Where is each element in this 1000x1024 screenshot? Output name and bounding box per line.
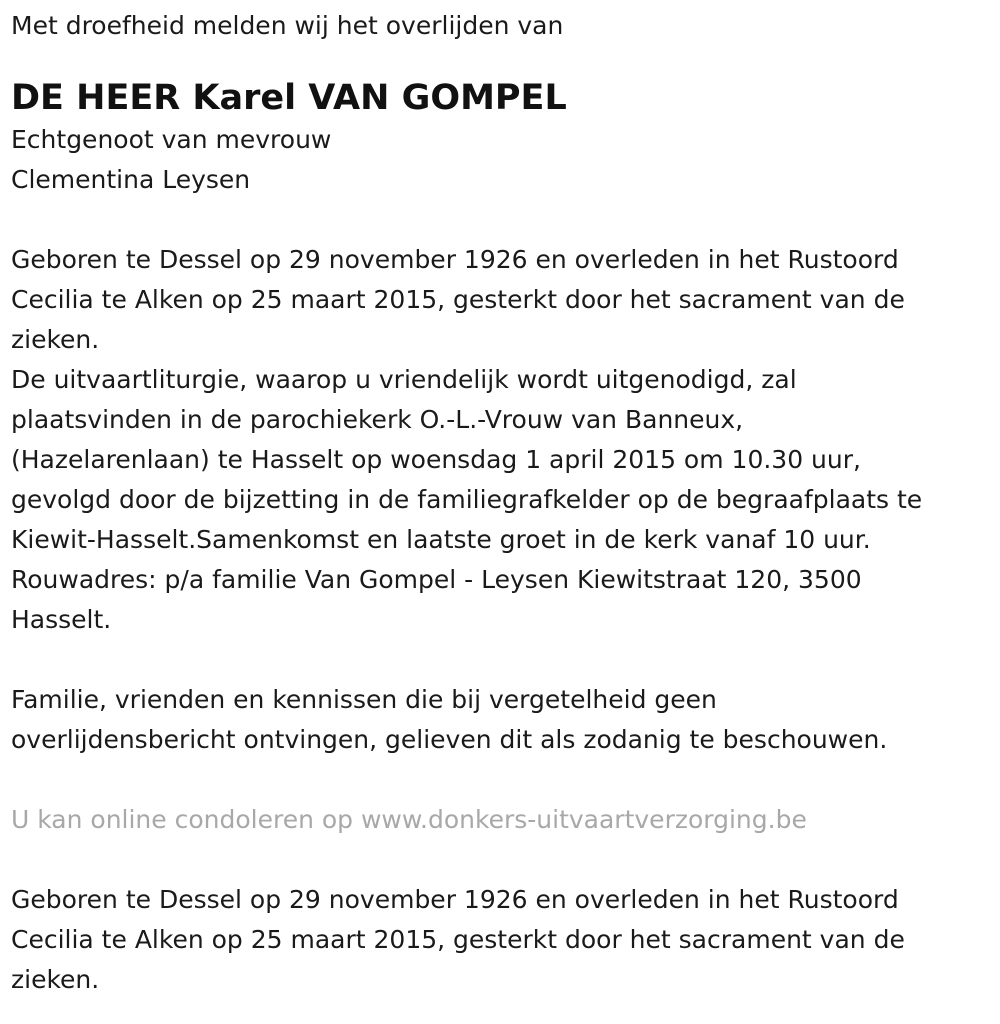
birth-death-line: Cecilia te Alken op 25 maart 2015, gesterkt door het sacrament van de	[11, 285, 905, 314]
funeral-line: Hasselt.	[11, 605, 112, 634]
spacer	[11, 640, 1000, 680]
birth-death-block	[11, 240, 1000, 360]
family-line: Familie, vrienden en kennissen die bij vergetelheid geen	[11, 685, 717, 714]
funeral-line: plaatsvinden in de parochiekerk O.-L.-Vrouw van Banneux,	[11, 405, 744, 434]
spacer	[11, 760, 1000, 800]
spacer	[11, 840, 1000, 880]
funeral-line: Rouwadres: p/a familie Van Gompel - Leysen Kiewitstraat 120, 3500	[11, 565, 862, 594]
deceased-name: DE HEER Karel VAN GOMPEL	[11, 78, 567, 118]
spouse-line: Echtgenoot van mevrouw	[11, 125, 332, 154]
repeat-line: Geboren te Dessel op 29 november 1926 en overleden in het Rustoord	[11, 885, 899, 914]
funeral-line: gevolgd door de bijzetting in de familiegrafkelder op de begraafplaats te	[11, 485, 923, 514]
intro-text: Met droefheid melden wij het overlijden van	[11, 11, 564, 40]
spouse-block	[11, 120, 1000, 200]
spouse-line: Clementina Leysen	[11, 165, 251, 194]
repeat-line: zieken.	[11, 965, 100, 994]
spacer	[11, 200, 1000, 240]
birth-death-line: Geboren te Dessel op 29 november 1926 en overleden in het Rustoord	[11, 245, 899, 274]
repeat-birth-death-block	[11, 880, 1000, 1000]
funeral-line: (Hazelarenlaan) te Hasselt op woensdag 1 april 2015 om 10.30 uur,	[11, 445, 861, 474]
family-block	[11, 680, 1000, 760]
repeat-line: Cecilia te Alken op 25 maart 2015, gesterkt door het sacrament van de	[11, 925, 905, 954]
condolence-text: U kan online condoleren op www.donkers-uitvaartverzorging.be	[11, 805, 807, 834]
funeral-line: De uitvaartliturgie, waarop u vriendelijk wordt uitgenodigd, zal	[11, 365, 797, 394]
funeral-block	[11, 360, 1000, 640]
funeral-line: Kiewit-Hasselt.Samenkomst en laatste groet in de kerk vanaf 10 uur.	[11, 525, 871, 554]
birth-death-line: zieken.	[11, 325, 100, 354]
family-line: overlijdensbericht ontvingen, gelieven dit als zodanig te beschouwen.	[11, 725, 888, 754]
